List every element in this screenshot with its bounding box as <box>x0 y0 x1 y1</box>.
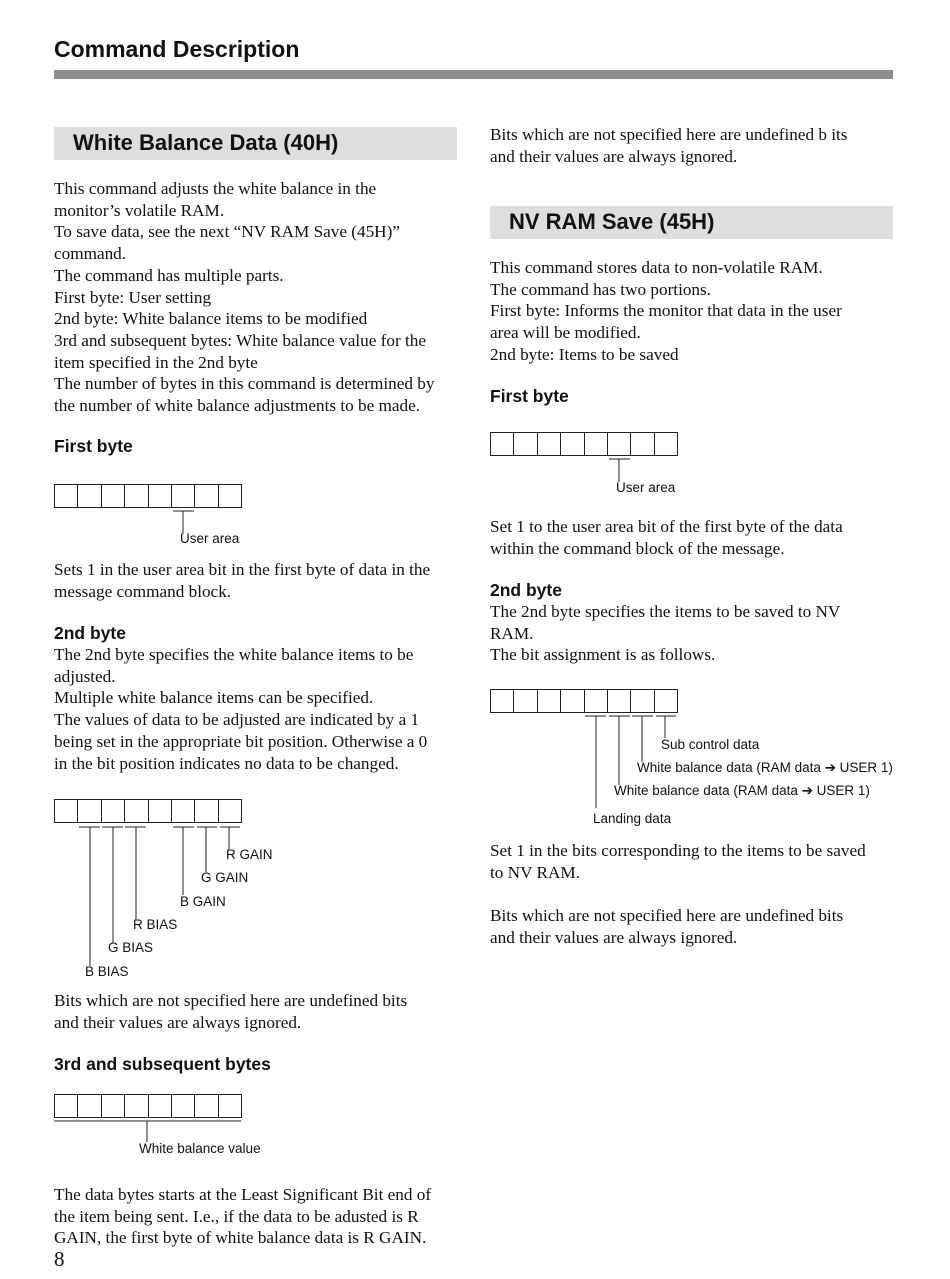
second-byte-text-left: The 2nd byte specifies the white balance items to be adjusted. Multiple white balance items can be specified. The values of data to be adjusted are indicated by a 1 being set in the appropriate bit position. Otherwise a 0 in the bit position indicates no data to be changed. <box>54 645 428 773</box>
white-balance-data-label-1: White balance data (RAM data ➔ USER 1) <box>637 760 893 775</box>
section-title-white-balance: White Balance Data (40H) <box>73 130 339 155</box>
b-bias-label: B BIAS <box>85 964 129 979</box>
ignored-bits-text-top-right: Bits which are not specified here are undefined b its and their values are always ignored. <box>490 125 848 166</box>
lsb-text: The data bytes starts at the Least Significant Bit end of the item being sent. I.e., if the data to be adusted is R GAIN, the first byte of white balance data is R GAIN. <box>54 1185 432 1248</box>
third-byte-heading: 3rd and subsequent bytes <box>54 1054 271 1074</box>
ignored-bits-text-left: Bits which are not specified here are undefined bits and their values are always ignored. <box>54 991 408 1032</box>
second-byte-heading-right: 2nd byte <box>490 580 562 600</box>
g-bias-label: G BIAS <box>108 940 154 955</box>
white-balance-intro: This command adjusts the white balance in the monitor’s volatile RAM. To save data, see the next “NV RAM Save (45H)” command. The command has multiple parts. First byte: User setting 2nd byte: White balance items to be modified 3rd and subsequent bytes: White balance value for the item specified in the 2nd byte The number of bytes in this command is determined by the number of white balance adjustments to be made. <box>54 179 435 416</box>
white-balance-data-label-2: White balance data (RAM data ➔ USER 1) <box>614 783 870 798</box>
ignored-bits-text-right: Bits which are not specified here are undefined bits and their values are always ignored. <box>490 906 844 947</box>
page-number: 8 <box>54 1247 65 1271</box>
first-byte-text-left: Sets 1 in the user area bit in the first byte of data in the message command block. <box>54 560 431 601</box>
nv-ram-intro: This command stores data to non-volatile RAM. The command has two portions. First byte: Informs the monitor that data in the user area will be modified. 2nd byte: Items to be saved <box>490 258 842 364</box>
b-gain-label: B GAIN <box>180 894 226 909</box>
user-area-label-left: User area <box>180 531 240 546</box>
g-gain-label: G GAIN <box>201 870 249 885</box>
user-area-label-right: User area <box>616 480 676 495</box>
second-byte-heading-left: 2nd byte <box>54 623 126 643</box>
r-gain-label: R GAIN <box>226 847 273 862</box>
set-bits-text-right: Set 1 in the bits corresponding to the items to be saved to NV RAM. <box>490 841 866 882</box>
first-byte-heading-left: First byte <box>54 436 133 456</box>
page-header-title: Command Description <box>54 36 300 62</box>
r-bias-label: R BIAS <box>133 917 178 932</box>
section-title-nv-ram: NV RAM Save (45H) <box>509 209 715 234</box>
second-byte-text-right: The 2nd byte specifies the items to be saved to NV RAM. The bit assignment is as follows. <box>490 602 841 665</box>
white-balance-value-label: White balance value <box>139 1141 261 1156</box>
first-byte-heading-right: First byte <box>490 386 569 406</box>
landing-data-label: Landing data <box>593 811 672 826</box>
first-byte-text-right: Set 1 to the user area bit of the first byte of the data within the command block of the message. <box>490 517 843 558</box>
sub-control-data-label: Sub control data <box>661 737 760 752</box>
